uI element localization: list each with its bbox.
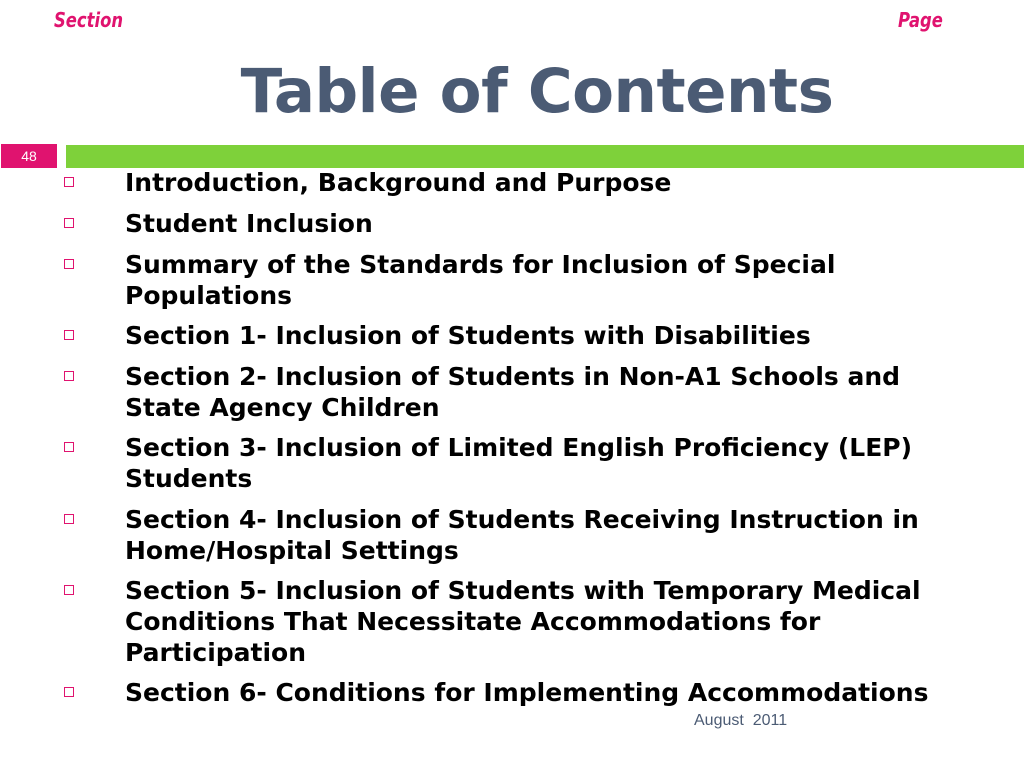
hollow-square-bullet-icon <box>64 371 74 381</box>
toc-item <box>125 504 985 566</box>
toc-item-text: Section 6- Conditions for Implementing Accommodations <box>125 678 929 707</box>
toc-item <box>125 575 985 668</box>
toc-item <box>125 167 985 198</box>
toc-item-text: Students <box>125 464 253 493</box>
toc-item-text: Summary of the Standards for Inclusion of Special <box>125 250 836 279</box>
slide-number-badge: 48 <box>0 143 58 169</box>
toc-item <box>125 249 985 311</box>
toc-item-text: Introduction, Background and Purpose <box>125 168 672 197</box>
toc-item-text: Home/Hospital Settings <box>125 536 459 565</box>
hollow-square-bullet-icon <box>64 585 74 595</box>
hollow-square-bullet-icon <box>64 330 74 340</box>
section-column-label: Section <box>54 8 124 32</box>
toc-item <box>125 361 985 423</box>
toc-item-text: Section 2- Inclusion of Students in Non-A1 Schools and <box>125 362 901 391</box>
toc-item-text: Section 1- Inclusion of Students with Disabilities <box>125 321 811 350</box>
toc-item-text: Section 4- Inclusion of Students Receiving Instruction in <box>125 505 919 534</box>
hollow-square-bullet-icon <box>64 177 74 187</box>
toc-item-text: State Agency Children <box>125 393 440 422</box>
hollow-square-bullet-icon <box>64 442 74 452</box>
toc-item-text: Section 5- Inclusion of Students with Temporary Medical <box>125 576 921 605</box>
toc-item-text: Student Inclusion <box>125 209 373 238</box>
toc-item <box>125 432 985 494</box>
toc-item-text: Populations <box>125 281 293 310</box>
page-column-label: Page <box>898 8 943 32</box>
toc-item-text: Conditions That Necessitate Accommodations for <box>125 607 821 636</box>
page-title: Table of Contents <box>240 56 834 127</box>
toc-item <box>125 677 985 708</box>
hollow-square-bullet-icon <box>64 218 74 228</box>
toc-item <box>125 208 985 239</box>
hollow-square-bullet-icon <box>64 687 74 697</box>
toc-item-text: Participation <box>125 638 307 667</box>
hollow-square-bullet-icon <box>64 259 74 269</box>
hollow-square-bullet-icon <box>64 514 74 524</box>
toc-item <box>125 320 985 351</box>
footer-date: August 2011 <box>694 712 788 729</box>
toc-item-text: Section 3- Inclusion of Limited English Proficiency (LEP) <box>125 433 913 462</box>
